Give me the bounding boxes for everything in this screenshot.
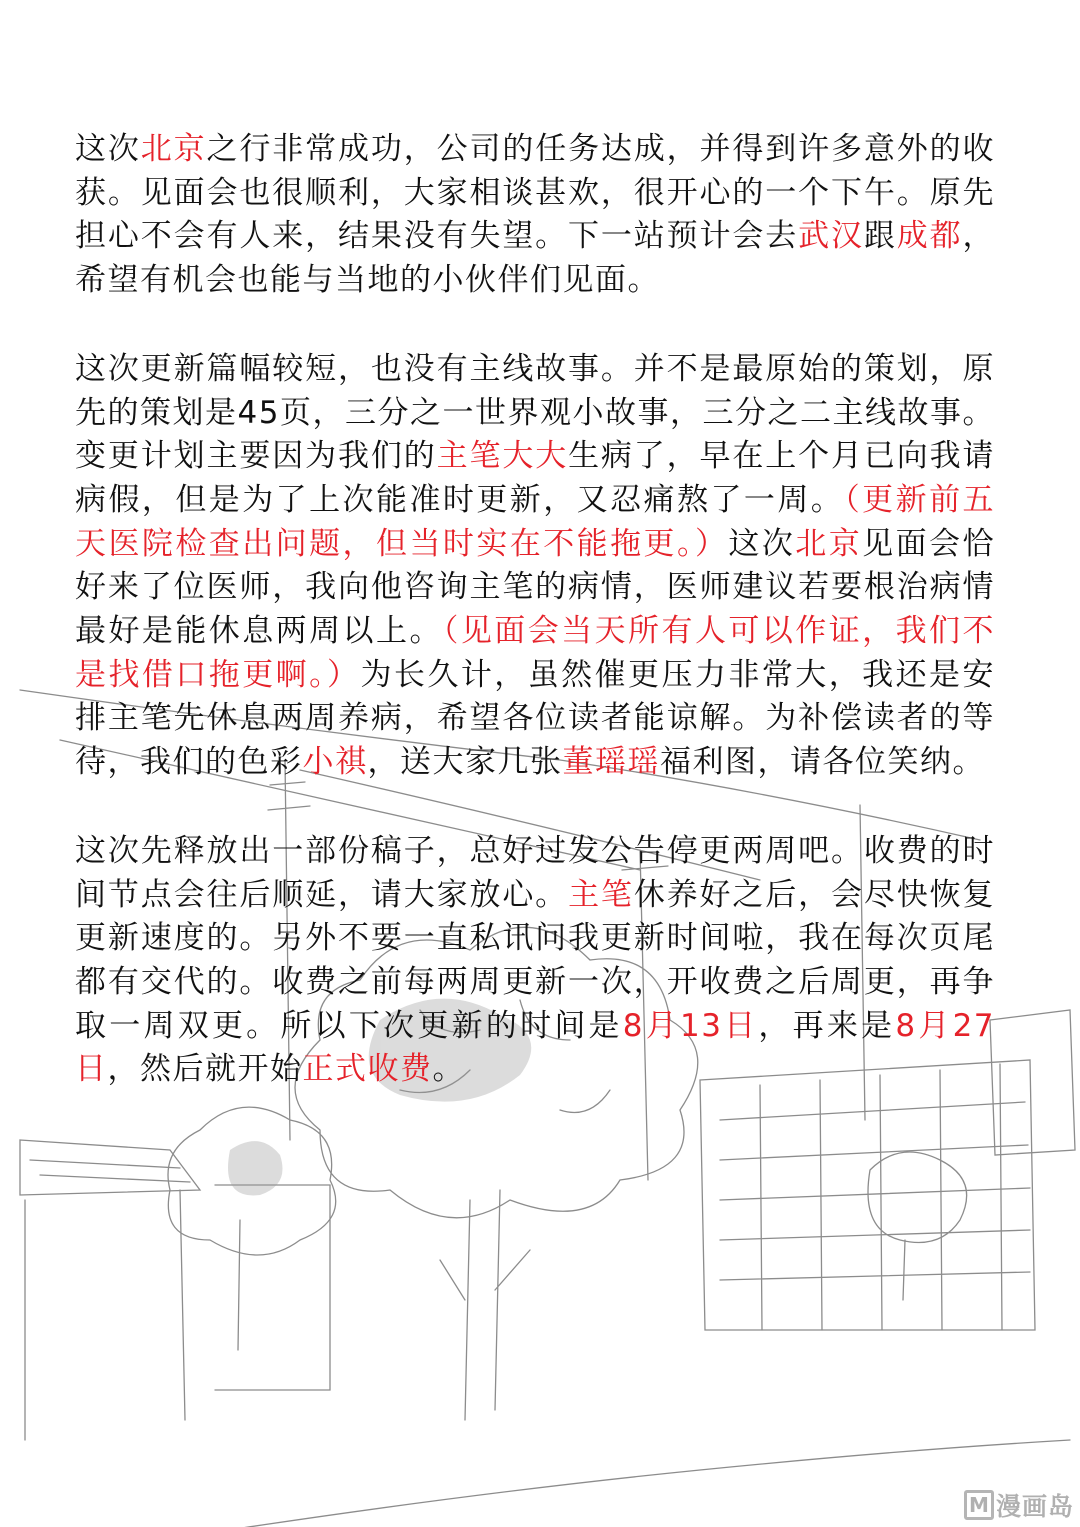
body-text: 跟 — [863, 218, 897, 255]
paragraph-release-schedule — [75, 830, 995, 1092]
body-text: ，送大家几张 — [367, 744, 563, 781]
watermark-text: 漫画岛 — [995, 1492, 1074, 1521]
body-text: 福利图，请各位笑纳。 — [660, 744, 985, 781]
body-text: ，希望有机会也能与当地的小伙伴们见面。 — [75, 218, 996, 299]
highlight-text: 8月27日 — [75, 1007, 996, 1088]
highlight-text: 武汉 — [798, 218, 864, 255]
body-text: 。 — [432, 1051, 465, 1088]
paragraph-update-delay — [75, 348, 995, 785]
highlight-text: 主笔 — [568, 876, 634, 913]
body-text: 这次 — [728, 525, 796, 562]
body-text: 这次更新篇幅较短，也没有主线故事。并不是最原始的策划，原先的策划是45页，三分之一世界观小故事，三分之二主线故事。变更计划主要因为我们的 — [75, 350, 995, 475]
manhuadao-logo-icon: M — [964, 1490, 994, 1520]
highlight-text: 主笔大大 — [436, 438, 569, 475]
highlight-text: （见面会当天所有人可以作证，我们不是找借口拖更啊。） — [75, 613, 995, 693]
body-text: 这次先释放出一部份稿子，总好过发公告停更两周吧。收费的时间节点会往后顺延，请大家放心。 — [75, 832, 995, 913]
watermark — [964, 1489, 1074, 1521]
body-text: 见面会恰好来了位医师，我向他咨询主笔的病情，医师建议若要根治病情最好是能休息两周以上。 — [75, 525, 996, 650]
body-text: 这次 — [75, 131, 141, 167]
body-text: 为长久计，虽然催更压力非常大，我还是安排主笔先休息两周养病，希望各位读者能谅解。为补偿读者的等待，我们的色彩 — [75, 656, 995, 781]
highlight-text: 正式收费 — [302, 1051, 433, 1088]
highlight-text: 北京 — [795, 525, 863, 562]
body-text: 生病了，早在上个月已向我请病假，但是为了上次能准时更新，又忍痛熬了一周。 — [75, 438, 996, 518]
highlight-text: （更新前五天医院检查出问题，但当时实在不能拖更。） — [75, 481, 996, 562]
body-text: 之行非常成功，公司的任务达成，并得到许多意外的收获。见面会也很顺利，大家相谈甚欢，很开心的一个下午。原先担心不会有人来，结果没有失望。下一站预计会去 — [75, 131, 996, 255]
highlight-text: 成都 — [896, 218, 963, 255]
highlight-text: 董瑶瑶 — [562, 744, 660, 781]
body-text: 休养好之后，会尽快恢复更新速度的。另外不要一直私讯问我更新时间啦，我在每次页尾都有交代的。收费之前每两周更新一次，开收费之后周更，再争取一周双更。所以下次更新的时间是 — [75, 876, 996, 1044]
highlight-text: 8月13日 — [622, 1007, 759, 1044]
highlight-text: 北京 — [140, 131, 207, 167]
paragraph-beijing-trip — [75, 128, 995, 303]
body-text: ，然后就开始 — [107, 1051, 303, 1088]
body-text: ，再来是 — [758, 1007, 896, 1044]
notice-text — [75, 128, 995, 1092]
highlight-text: 小祺 — [302, 744, 368, 781]
